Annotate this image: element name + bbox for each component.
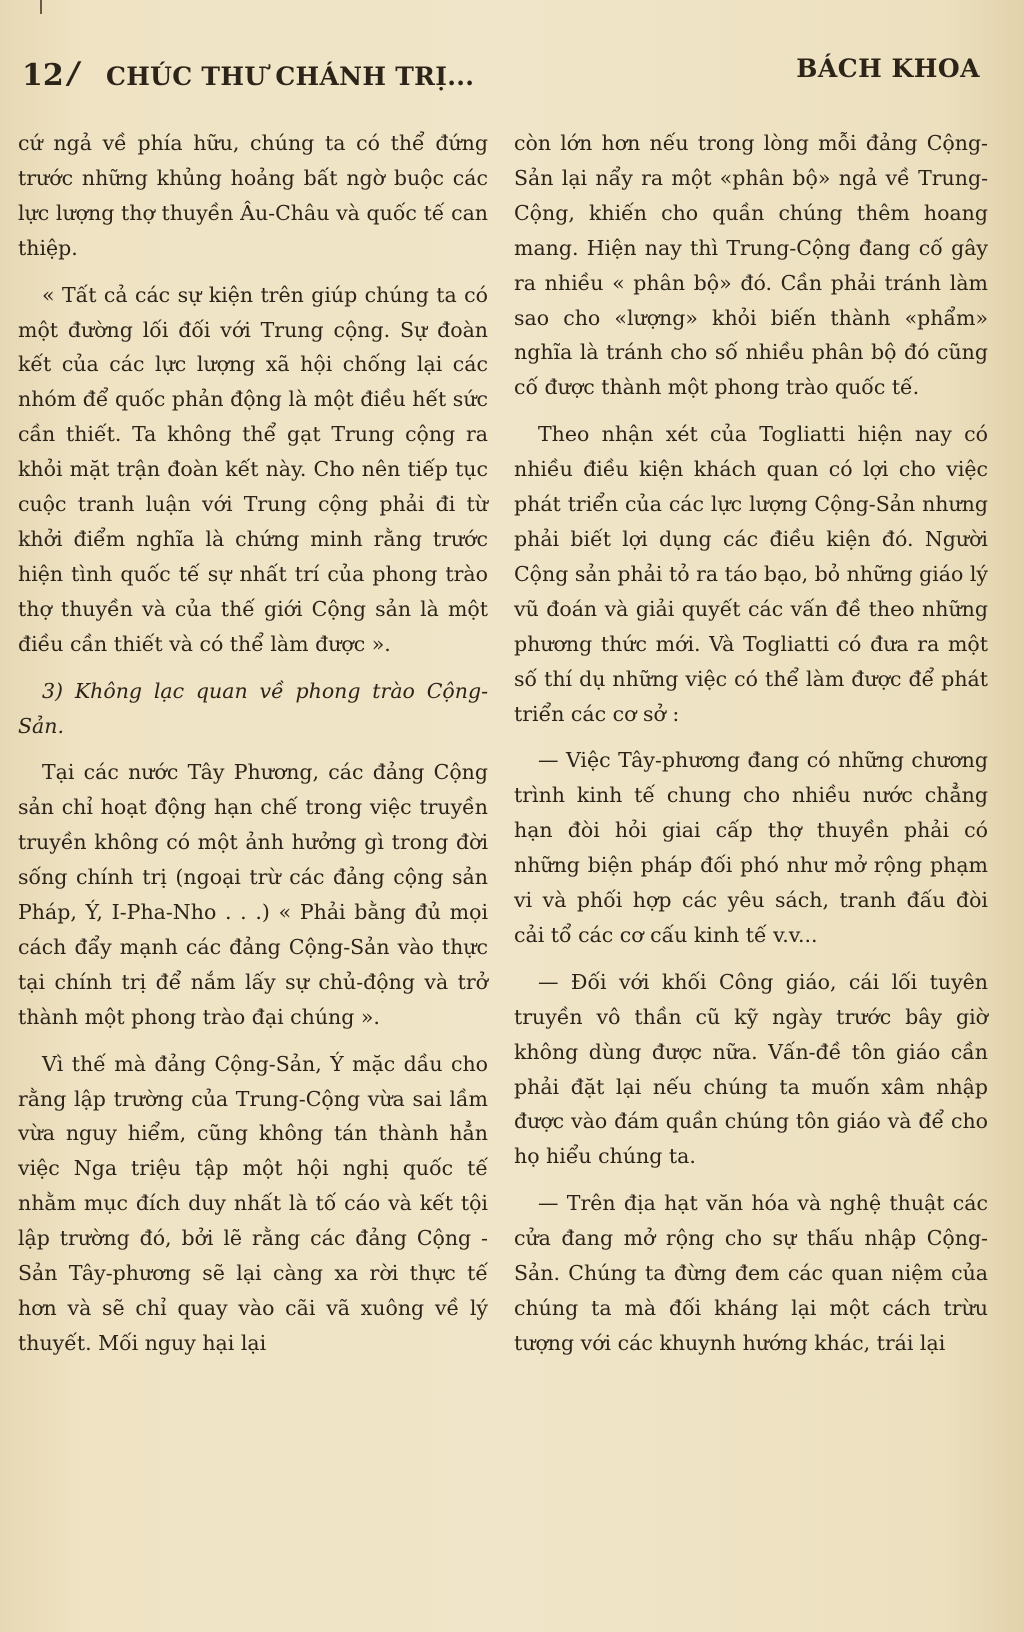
right-paragraph-4: — Đối với khối Công giáo, cái lối tuyên truyền vô thần cũ kỹ ngày trước bây giờ không dùng được nữa. Vấn-đề tôn giáo cần phải đặt lại nếu chúng ta muốn xâm nhập được vào đám quần chúng tôn giáo và để cho họ hiểu chúng ta. (514, 969, 988, 1169)
header-separator: / (68, 56, 79, 91)
left-paragraph-1: cứ ngả về phía hữu, chúng ta có thể đứng trước những khủng hoảng bất ngờ buộc các lực lượng thợ thuyền Âu-Châu và quốc tế can thiệp. (18, 131, 488, 260)
left-paragraph-3: Tại các nước Tây Phương, các đảng Cộng sản chỉ hoạt động hạn chế trong việc truyền truyền không có một ảnh hưởng gì trong đời sống chính trị (ngoại trừ các đảng cộng sản Pháp, Ý, I-Pha-Nho . . .) « Phải bằng đủ mọi cách đẩy mạnh các đảng Cộng-Sản vào thực tại chính trị để nắm lấy sự chủ-động và trở thành một phong trào đại chúng ». (18, 760, 488, 1029)
print-mark (40, 0, 42, 14)
left-paragraph-4: Vì thế mà đảng Cộng-Sản, Ý mặc dầu cho rằng lập trường của Trung-Cộng vừa sai lầm vừa nguy hiểm, cũng không tán thành hẳn việc Nga triệu tập một hội nghị quốc tế nhằm mục đích duy nhất là tố cáo và kết tội lập trường đó, bởi lẽ rằng các đảng Cộng - Sản Tây-phương sẽ lại càng xa rời thực tế hơn và sẽ chỉ quay vào cãi vã xuông về lý thuyết. Mối nguy hại lại (18, 1051, 488, 1355)
right-paragraph-2: Theo nhận xét của Togliatti hiện nay có nhiều điều kiện khách quan có lợi cho việc phát triển của các lực lượng Cộng-Sản nhưng phải biết lợi dụng các điều kiện đó. Người Cộng sản phải tỏ ra táo bạo, bỏ những giáo lý vũ đoán và giải quyết các vấn đề theo những phương thức mới. Và Togliatti có đưa ra một số thí dụ những việc có thể làm được để phát triển các cơ sở : (514, 422, 988, 726)
right-paragraph-1: còn lớn hơn nếu trong lòng mỗi đảng Cộng-Sản lại nẩy ra một «phân bộ» ngả về Trung-Cộng, khiến cho quần chúng thêm hoang mang. Hiện nay thì Trung-Cộng đang cố gây ra nhiều « phân bộ» đó. Cần phải tránh làm sao cho «lượng» khỏi biến thành «phẩm» nghĩa là tránh cho số nhiều phân bộ đó cũng cố được thành một phong trào quốc tế. (514, 131, 988, 400)
right-paragraph-3: — Việc Tây-phương đang có những chương trình kinh tế chung cho nhiều nước chẳng hạn đòi hỏi giai cấp thợ thuyền phải có những biện pháp đối phó như mở rộng phạm vi và phối hợp các yêu sách, tranh đấu đòi cải tổ các cơ cấu kinh tế v.v... (514, 748, 988, 947)
running-title: CHÚC THƯ CHÁNH TRỊ... (106, 62, 475, 91)
left-column (18, 126, 488, 1626)
magazine-name: BÁCH KHOA (796, 54, 980, 83)
page-number: 12 (22, 58, 64, 93)
section-heading: 3) Không lạc quan về phong trào Cộng-Sản. (18, 678, 488, 738)
page-header (22, 52, 982, 100)
left-paragraph-2: « Tất cả các sự kiện trên giúp chúng ta có một đường lối đối với Trung cộng. Sự đoàn kết của các lực lượng xã hội chống lại các nhóm để quốc phản động là một điều hết sức cần thiết. Ta không thể gạt Trung cộng ra khỏi mặt trận đoàn kết này. Cho nên tiếp tục cuộc tranh luận với Trung cộng phải đi từ khởi điểm nghĩa là chứng minh rằng trước hiện tình quốc tế sự nhất trí của phong trào thợ thuyền và của thế giới Cộng sản là một điều cần thiết và có thể làm được ». (18, 282, 489, 656)
right-column (514, 126, 988, 1626)
right-paragraph-5: — Trên địa hạt văn hóa và nghệ thuật các cửa đang mở rộng cho sự thấu nhập Cộng-Sản. Chúng ta đừng đem các quan niệm của chúng ta mà đối kháng lại một cách trừu tượng với các khuynh hướng khác, trái lại (514, 1191, 988, 1355)
